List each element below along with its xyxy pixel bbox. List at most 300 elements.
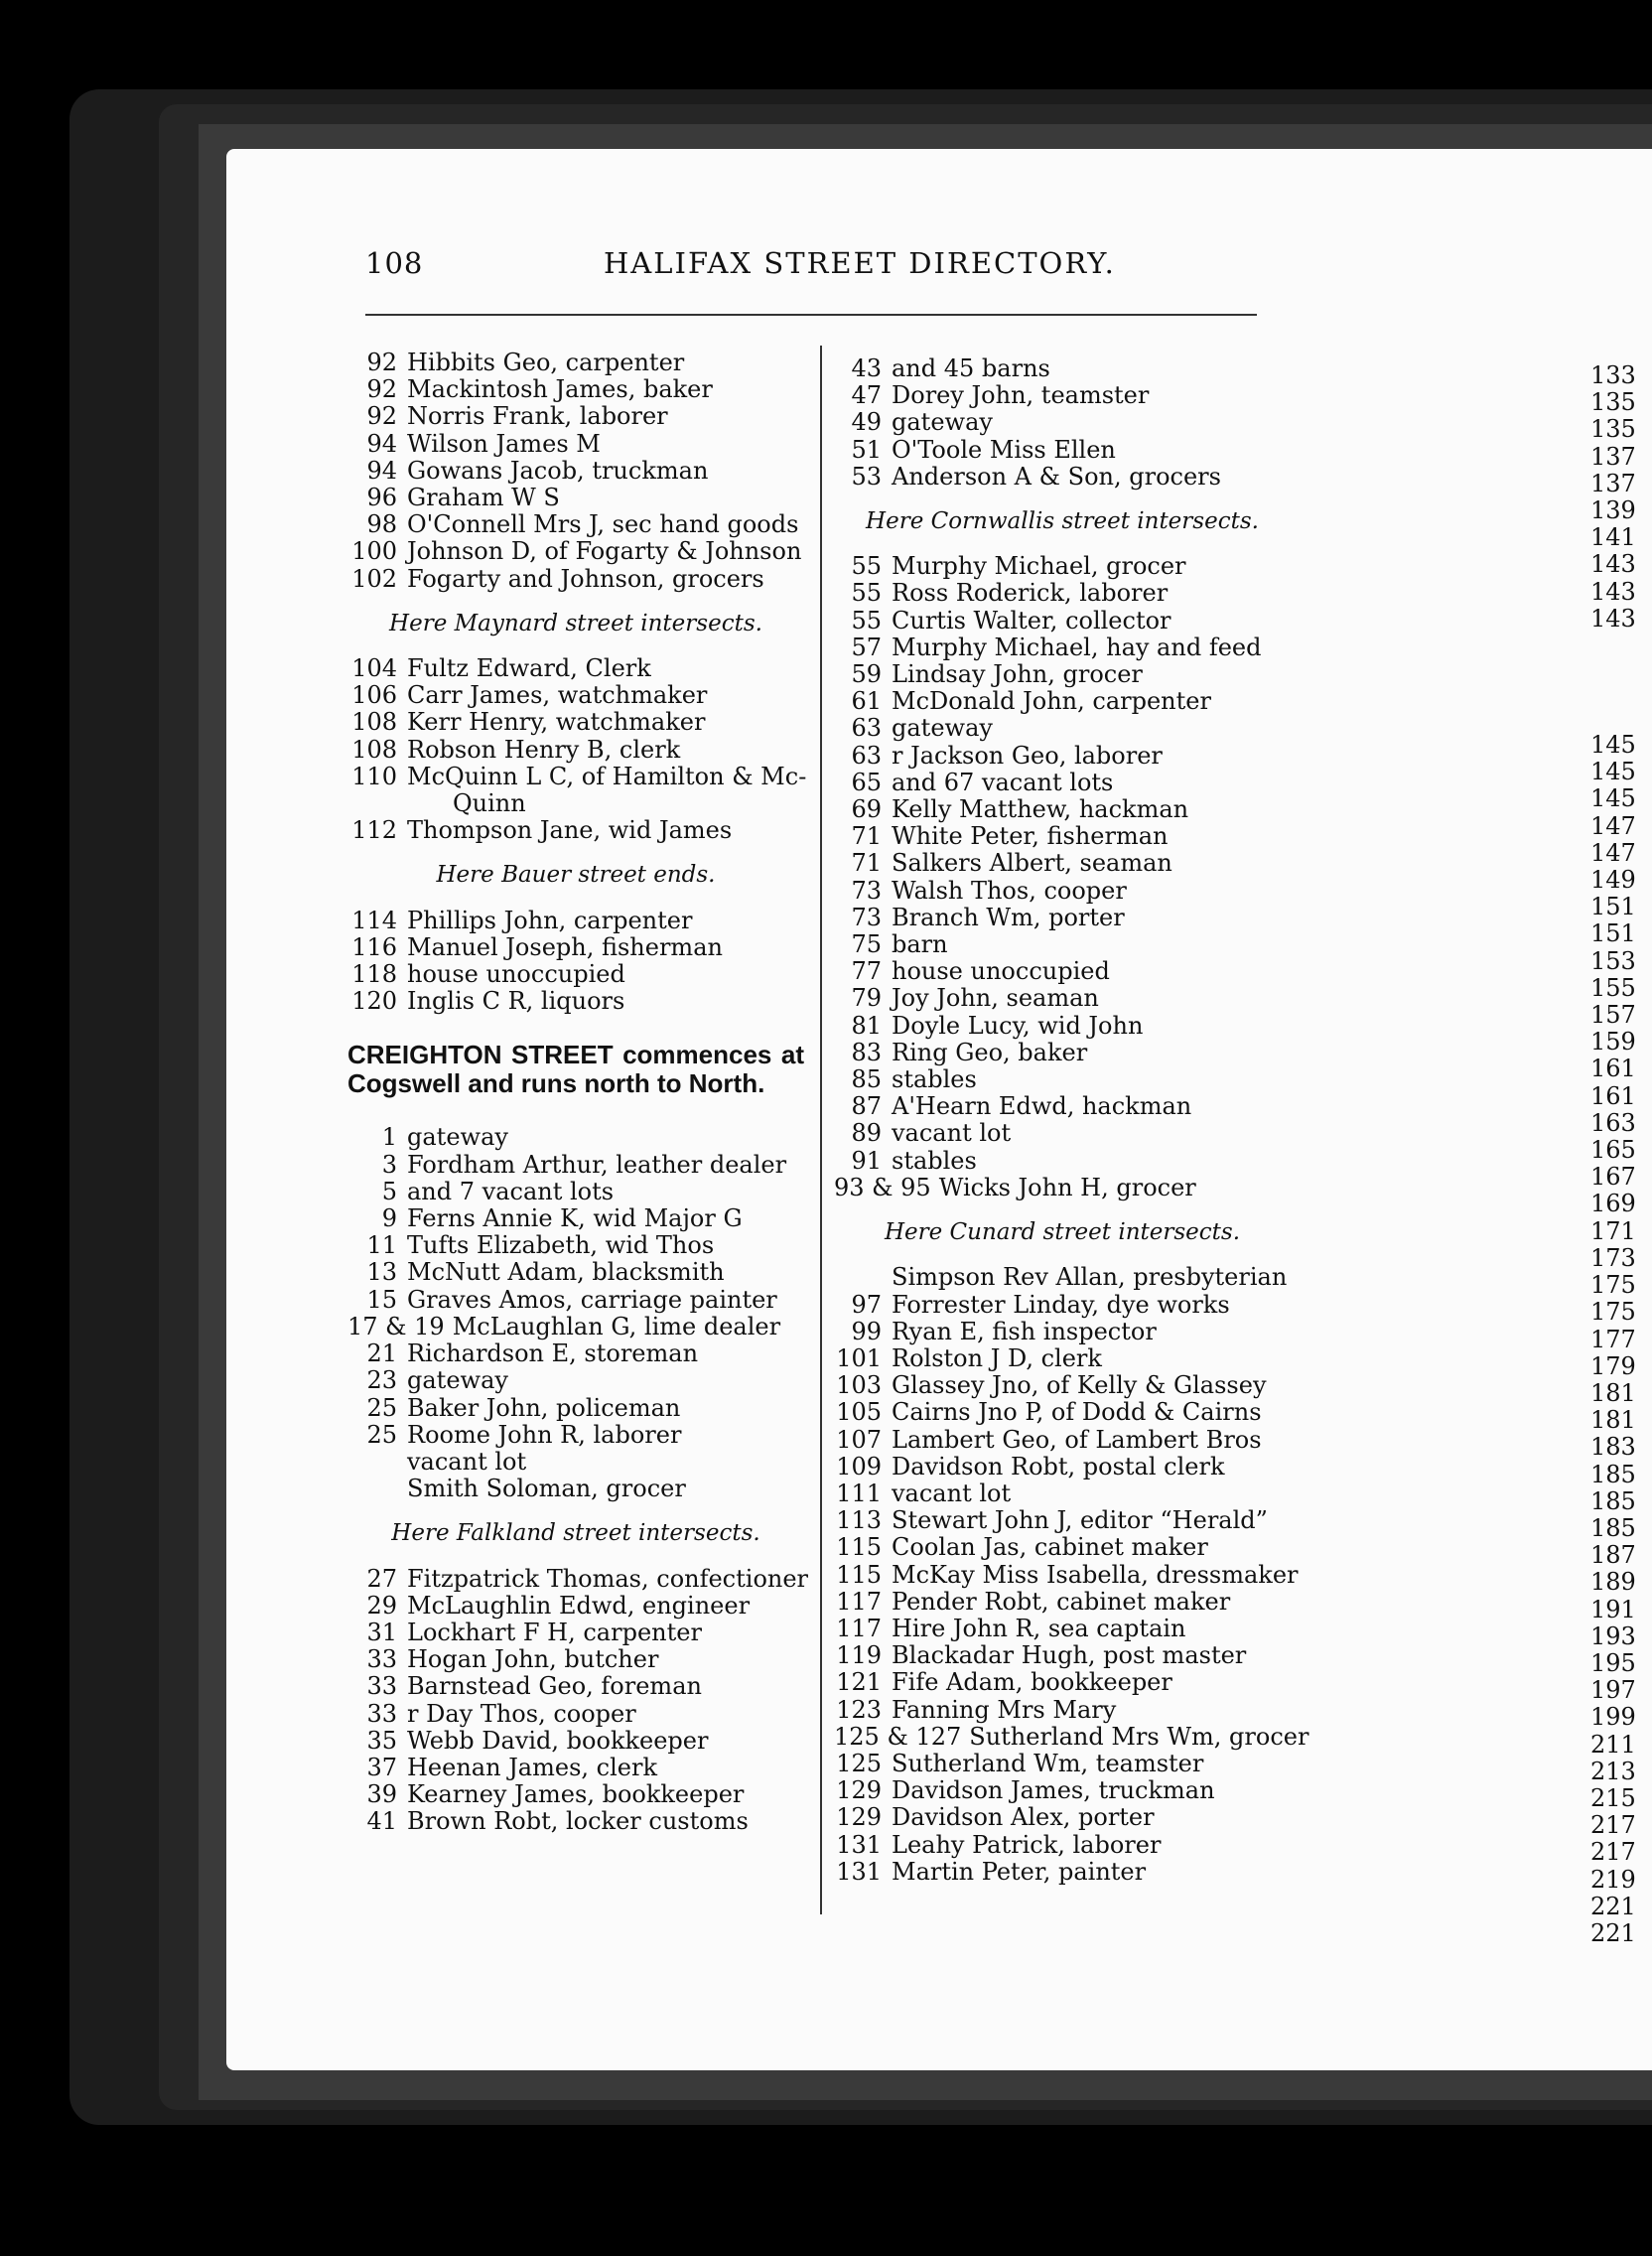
house-number: 106 [351,681,397,710]
directory-entry [1590,362,1652,389]
directory-entry [347,1728,804,1755]
house-number: 108 [351,708,397,737]
entry-text: stables [892,1146,977,1175]
directory-entry [834,553,1291,580]
entry-text: Phillips John, carpenter [407,906,693,934]
house-number: 55 [851,552,882,581]
entry-text: and 67 vacant lots [892,768,1114,796]
entry-text: Murphy Michael, hay and feed [892,633,1262,661]
directory-entry [834,1399,1291,1426]
house-number: 53 [851,462,882,491]
entry-continuation: Quinn [453,789,526,818]
directory-entry [347,1449,804,1476]
entry-text: White Peter, fisherman [892,822,1169,851]
section-note: Here Cornwallis street intersects. [866,508,1259,535]
directory-entry [834,850,1291,877]
entry-text: Fordham Arthur, leather dealer [407,1150,787,1179]
house-number: 5 [381,1177,397,1205]
house-number: 193 [1590,1622,1636,1650]
directory-entry [1590,1920,1652,1947]
directory-entry [1590,1218,1652,1245]
directory-entry [347,908,804,934]
directory-entry [834,634,1291,661]
house-number: 141 [1590,523,1636,552]
directory-entry [1590,1867,1652,1894]
directory-entry [1590,524,1652,551]
entry-text: Ryan E, fish inspector [892,1317,1157,1345]
house-number: 211 [1590,1730,1636,1759]
directory-entry [1590,1488,1652,1515]
house-number: 143 [1590,550,1636,579]
directory-entry [834,878,1291,905]
directory-entry [347,737,804,764]
entry-text: Norris Frank, laborer [407,402,668,431]
entry-text: r Jackson Geo, laborer [892,741,1163,770]
entry-text: Forrester Linday, dye works [892,1290,1230,1319]
directory-entry [834,1534,1291,1561]
house-number: 179 [1590,1351,1636,1380]
house-number: 55 [851,579,882,608]
entry-text: Cairns Jno P, of Dodd & Cairns [892,1398,1262,1427]
directory-entry [347,431,804,458]
house-number: 173 [1590,1243,1636,1272]
entry-text: McLaughlan G, lime dealer [452,1312,781,1340]
directory-entry [347,1124,804,1151]
house-number: 149 [1590,866,1636,895]
directory-entry [1590,1407,1652,1434]
page-number: 108 [365,246,424,280]
house-number: 97 [851,1290,882,1319]
house-number: 11 [366,1231,397,1260]
entry-text: Smith Soloman, grocer [407,1475,686,1503]
directory-entry [347,655,804,682]
directory-entry [834,958,1291,985]
house-number: 111 [836,1479,882,1507]
directory-entry [1590,1029,1652,1056]
house-number: 181 [1590,1378,1636,1407]
house-number: 33 [366,1672,397,1701]
house-number: 23 [366,1366,397,1395]
entry-text: McNutt Adam, blacksmith [407,1258,725,1287]
directory-entry [1590,1380,1652,1407]
house-number: 171 [1590,1216,1636,1245]
entry-text: Pender Robt, cabinet maker [892,1587,1231,1616]
house-number: 199 [1590,1703,1636,1732]
entry-text: Sutherland Mrs Wm, grocer [969,1722,1309,1751]
house-number: 51 [851,435,882,464]
entry-text: Coolan Jas, cabinet maker [892,1533,1208,1562]
house-number: 191 [1590,1595,1636,1623]
directory-entry [347,458,804,485]
house-number: 131 [836,1857,882,1886]
house-number [834,1264,892,1291]
house-number: 145 [1590,731,1636,760]
directory-entry [347,403,804,430]
directory-entry [834,1013,1291,1040]
entry-text: Heenan James, clerk [407,1753,657,1781]
house-number: 177 [1590,1325,1636,1353]
house-number: 57 [851,633,882,661]
house-number: 9 [381,1204,397,1233]
entry-text: Johnson D, of Fogarty & Johnson [407,537,802,566]
directory-entry [1590,1164,1652,1191]
house-number: 63 [851,714,882,743]
directory-entry [834,715,1291,742]
house-number: 145 [1590,784,1636,813]
house-number: 31 [366,1618,397,1646]
house-number: 161 [1590,1055,1636,1083]
entry-text: Fife Adam, bookkeeper [892,1668,1172,1697]
house-number: 87 [851,1092,882,1121]
entry-text: Doyle Lucy, wid John [892,1011,1144,1040]
entry-text: house unoccupied [892,957,1110,986]
entry-text: Hibbits Geo, carpenter [407,349,685,376]
directory-entry [347,934,804,961]
entry-text: Glassey Jno, of Kelly & Glassey [892,1371,1267,1400]
directory-entry [1590,1299,1652,1326]
directory-entry [1590,1056,1652,1082]
section-note: Here Cunard street intersects. [884,1219,1241,1246]
house-number: 100 [351,537,397,566]
house-number: 163 [1590,1108,1636,1137]
directory-entry [347,1340,804,1367]
house-number: 92 [366,402,397,431]
directory-entry [834,985,1291,1012]
directory-entry [834,409,1291,436]
house-number: 151 [1590,919,1636,948]
entry-text: gateway [892,408,993,437]
directory-entry [1590,416,1652,443]
directory-entry [1590,1515,1652,1542]
directory-entry [834,1697,1291,1724]
house-number: 125 [836,1749,882,1777]
directory-entry [347,485,804,511]
house-number: 113 [836,1506,882,1535]
directory-entry [1590,1894,1652,1920]
directory-entry [834,661,1291,688]
house-number: 92 [366,375,397,404]
entry-text: Lockhart F H, carpenter [407,1618,702,1646]
directory-entry [1590,551,1652,578]
entry-text: and 7 vacant lots [407,1177,615,1205]
entry-text: Walsh Thos, cooper [892,876,1127,905]
directory-entry [347,817,804,844]
directory-entry [834,1093,1291,1120]
entry-text: McLaughlin Edwd, engineer [407,1591,751,1620]
entry-text: Anderson A & Son, grocers [892,462,1221,491]
directory-entry [1590,759,1652,785]
house-number: 69 [851,795,882,824]
house-number: 175 [1590,1271,1636,1300]
directory-entry [1590,1704,1652,1731]
house-number: 135 [1590,388,1636,417]
directory-entry [1590,948,1652,975]
directory-entry [347,988,804,1015]
entry-text: A'Hearn Edwd, hackman [892,1092,1192,1121]
house-number: 189 [1590,1568,1636,1597]
directory-entry [834,1642,1291,1669]
directory-entry [347,682,804,709]
entry-text: r Day Thos, cooper [407,1699,636,1728]
directory-entry [1590,1759,1652,1785]
directory-entry [834,1427,1291,1454]
entry-text: Murphy Michael, grocer [892,552,1186,581]
entry-text: Hire John R, sea captain [892,1614,1186,1642]
entry-text: Hogan John, butcher [407,1645,659,1674]
entry-text: Sutherland Wm, teamster [892,1749,1204,1777]
house-number: 17 & 19 [347,1312,445,1340]
house-number: 147 [1590,838,1636,867]
entry-text: Fanning Mrs Mary [892,1695,1117,1724]
house-number: 25 [366,1393,397,1422]
entry-text: Curtis Walter, collector [892,606,1171,634]
house-number: 49 [851,408,882,437]
directory-column-left [347,349,809,1836]
house-number: 155 [1590,973,1636,1002]
house-number: 39 [366,1780,397,1809]
house-number: 47 [851,381,882,410]
entry-text: Brown Robt, locker customs [407,1807,749,1836]
directory-entry [834,1480,1291,1507]
directory-entry [834,743,1291,770]
directory-entry [834,1040,1291,1066]
house-number: 71 [851,822,882,851]
house-number: 165 [1590,1136,1636,1165]
house-number: 85 [851,1065,882,1094]
house-number: 73 [851,903,882,931]
house-number: 213 [1590,1757,1636,1785]
entry-text: Carr James, watchmaker [407,681,708,710]
entry-text: Ross Roderick, laborer [892,579,1169,608]
directory-entry [347,1808,804,1835]
directory-entry [834,1292,1291,1319]
house-number: 37 [366,1753,397,1781]
house-number: 143 [1590,577,1636,606]
directory-entry [1590,894,1652,920]
entry-text: Gowans Jacob, truckman [407,456,709,485]
entry-text: Graham W S [407,484,560,512]
house-number: 137 [1590,442,1636,471]
directory-entry [347,1422,804,1449]
entry-text: Mackintosh James, baker [407,375,713,404]
house-number: 135 [1590,415,1636,444]
directory-entry [347,1646,804,1673]
entry-text: vacant lot [407,1447,527,1476]
house-number: 41 [366,1807,397,1836]
house-number: 89 [851,1119,882,1148]
house-number: 215 [1590,1783,1636,1812]
directory-entry [347,1152,804,1179]
directory-entry [1590,785,1652,812]
directory-entry [1590,867,1652,894]
directory-entry [834,382,1291,409]
house-number: 43 [851,354,882,382]
directory-entry [347,1701,804,1728]
house-number: 221 [1590,1892,1636,1920]
entry-text: McKay Miss Isabella, dressmaker [892,1560,1299,1589]
entry-text: Inglis C R, liquors [407,987,625,1016]
directory-entry [1590,579,1652,606]
house-number: 27 [366,1564,397,1593]
house-number: 102 [351,564,397,593]
directory-entry [347,1673,804,1700]
directory-entry [347,511,804,538]
house-number: 101 [836,1343,882,1372]
house-number: 221 [1590,1918,1636,1947]
house-number: 185 [1590,1513,1636,1542]
house-number: 91 [851,1146,882,1175]
house-number: 71 [851,849,882,878]
directory-entry [834,608,1291,634]
directory-entry [834,905,1291,931]
house-number: 217 [1590,1838,1636,1867]
house-number: 118 [351,960,397,989]
directory-entry [347,1287,804,1314]
directory-entry [347,1179,804,1205]
house-number: 114 [351,906,397,934]
house-number: 157 [1590,1001,1636,1030]
house-number: 219 [1590,1865,1636,1894]
house-number: 1 [381,1123,397,1152]
house-number: 83 [851,1038,882,1066]
directory-entry [1590,1542,1652,1569]
house-number: 61 [851,687,882,716]
house-number: 33 [366,1645,397,1674]
directory-entry [1590,1462,1652,1488]
directory-entry [834,1345,1291,1372]
directory-entry [834,1372,1291,1399]
directory-entry [834,1589,1291,1616]
entry-text: Blackadar Hugh, post master [892,1641,1247,1670]
directory-entry [1590,1812,1652,1839]
entry-text: Wicks John H, grocer [938,1173,1196,1201]
house-number: 133 [1590,362,1636,389]
entry-text: Manuel Joseph, fisherman [407,932,723,961]
house-number: 117 [836,1614,882,1642]
entry-text: gateway [892,714,993,743]
directory-entry [1590,1677,1652,1704]
entry-text: Ferns Annie K, wid Major G [407,1204,743,1233]
directory-entry [1590,1327,1652,1353]
directory-entry [1590,1110,1652,1137]
directory-entry [1590,389,1652,416]
house-number: 109 [836,1452,882,1480]
entry-text: O'Toole Miss Ellen [892,435,1116,464]
house-number: 94 [366,456,397,485]
house-number: 119 [836,1641,882,1670]
directory-entry [834,796,1291,823]
house-number [347,1476,407,1502]
house-number: 115 [836,1560,882,1589]
directory-entry [834,1859,1291,1886]
directory-entry [834,1832,1291,1859]
entry-text: stables [892,1065,977,1094]
house-number: 13 [366,1258,397,1287]
house-number: 117 [836,1587,882,1616]
directory-entry [834,1669,1291,1696]
entry-text: Fogarty and Johnson, grocers [407,564,764,593]
directory-entry [834,580,1291,607]
entry-text: vacant lot [892,1119,1012,1148]
entry-text: Thompson Jane, wid James [407,816,733,845]
directory-entry [834,1777,1291,1804]
entry-text: Davidson Alex, porter [892,1803,1155,1832]
entry-text: Leahy Patrick, laborer [892,1830,1162,1859]
entry-text: Branch Wm, porter [892,903,1125,931]
directory-column-middle [834,354,1309,1886]
entry-text: Kearney James, bookkeeper [407,1780,745,1809]
house-number: 181 [1590,1406,1636,1435]
house-number: 59 [851,660,882,689]
house-number: 3 [381,1150,397,1179]
directory-entry [1590,1732,1652,1759]
directory-entry [834,1066,1291,1093]
directory-entry [1590,471,1652,497]
directory-entry [834,931,1291,958]
directory-entry [347,350,804,376]
house-number: 75 [851,930,882,959]
entry-text: Lindsay John, grocer [892,660,1143,689]
house-number: 104 [351,654,397,683]
entry-text: Martin Peter, painter [892,1857,1147,1886]
entry-text: Webb David, bookkeeper [407,1726,709,1755]
directory-entry [834,1175,1291,1201]
directory-entry [834,770,1291,796]
entry-text: Simpson Rev Allan, presbyterian [892,1263,1288,1292]
house-number: 107 [836,1425,882,1454]
directory-entry [834,1454,1291,1480]
house-number: 129 [836,1803,882,1832]
directory-entry [1590,1434,1652,1461]
section-note: Here Bauer street ends. [436,862,716,889]
house-number: 25 [366,1420,397,1449]
directory-entry [834,688,1291,715]
directory-entry [1590,1569,1652,1596]
entry-text: Roome John R, laborer [407,1420,682,1449]
directory-entry [1590,1191,1652,1217]
house-number: 187 [1590,1541,1636,1570]
directory-entry [347,762,807,790]
directory-entry [834,1148,1291,1175]
entry-text: Ring Geo, baker [892,1038,1088,1066]
house-number: 161 [1590,1081,1636,1110]
house-number: 103 [836,1371,882,1400]
entry-text: Stewart John J, editor “Herald” [892,1506,1268,1535]
house-number: 79 [851,984,882,1013]
directory-entry [1590,840,1652,867]
entry-text: Joy John, seaman [892,984,1099,1013]
directory-entry [1590,1002,1652,1029]
house-number: 96 [366,484,397,512]
directory-entry [347,1755,804,1781]
directory-entry [834,464,1291,491]
directory-entry [347,1314,804,1340]
house-number: 159 [1590,1028,1636,1057]
house-number: 115 [836,1533,882,1562]
directory-entry [1590,1245,1652,1272]
entry-text: Fultz Edward, Clerk [407,654,651,683]
directory-entry [1590,813,1652,840]
entry-text: house unoccupied [407,960,625,989]
entry-text: gateway [407,1123,508,1152]
entry-text: gateway [407,1366,508,1395]
directory-entry [834,1264,1291,1291]
house-number: 125 & 127 [834,1722,962,1751]
directory-entry [347,1367,804,1394]
house-number: 185 [1590,1460,1636,1488]
directory-entry [1590,1597,1652,1623]
house-number: 195 [1590,1648,1636,1677]
